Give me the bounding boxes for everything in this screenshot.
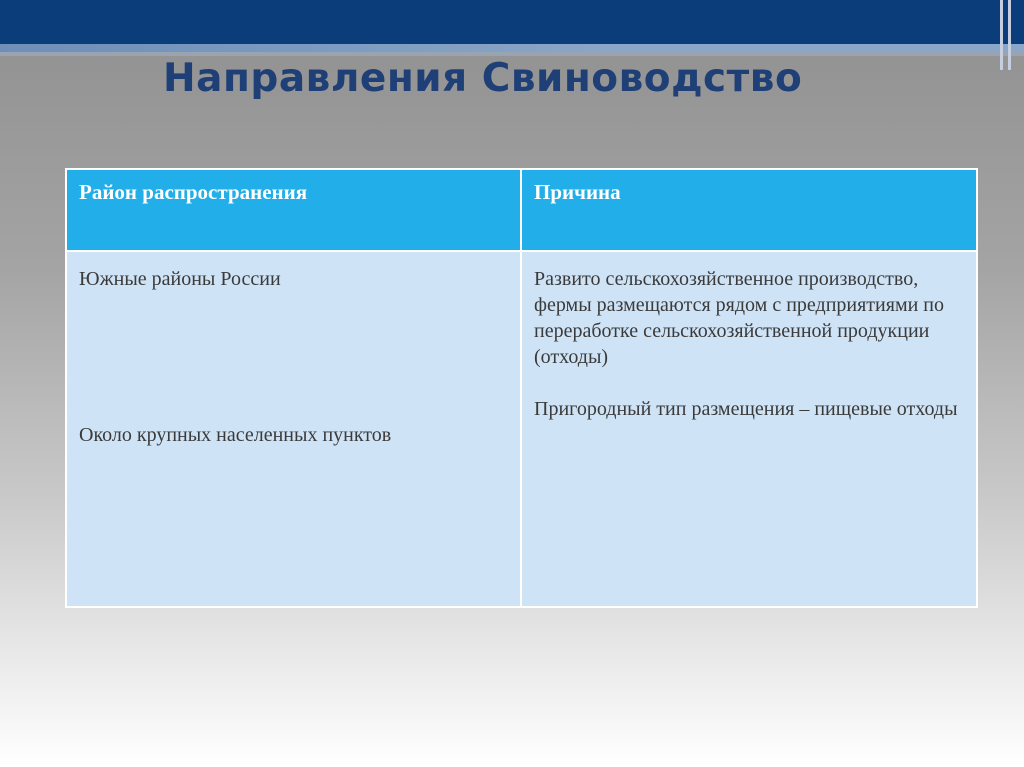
region-south: Южные районы России [79, 268, 281, 290]
header-reason: Причина [521, 169, 977, 251]
side-mark [1000, 0, 1003, 70]
region-near-cities: Около крупных населенных пунктов [79, 424, 392, 446]
reason-suburban: Пригородный тип размещения – пищевые отходы [534, 398, 958, 420]
region-cell [66, 251, 521, 607]
table-row [66, 251, 977, 607]
data-table [65, 168, 976, 608]
reason-cell [521, 251, 977, 607]
side-mark [1008, 0, 1011, 70]
table-header-row [66, 169, 977, 251]
reason-agriculture: Развито сельскохозяйственное производство, фермы размещаются рядом с предприятиями по переработке сельскохозяйственной продукции (отходы) [534, 268, 944, 368]
top-stripe [0, 44, 1024, 52]
header-region: Район распространения [66, 169, 521, 251]
top-band [0, 0, 1024, 44]
slide-title: Направления Свиноводство [163, 56, 803, 101]
